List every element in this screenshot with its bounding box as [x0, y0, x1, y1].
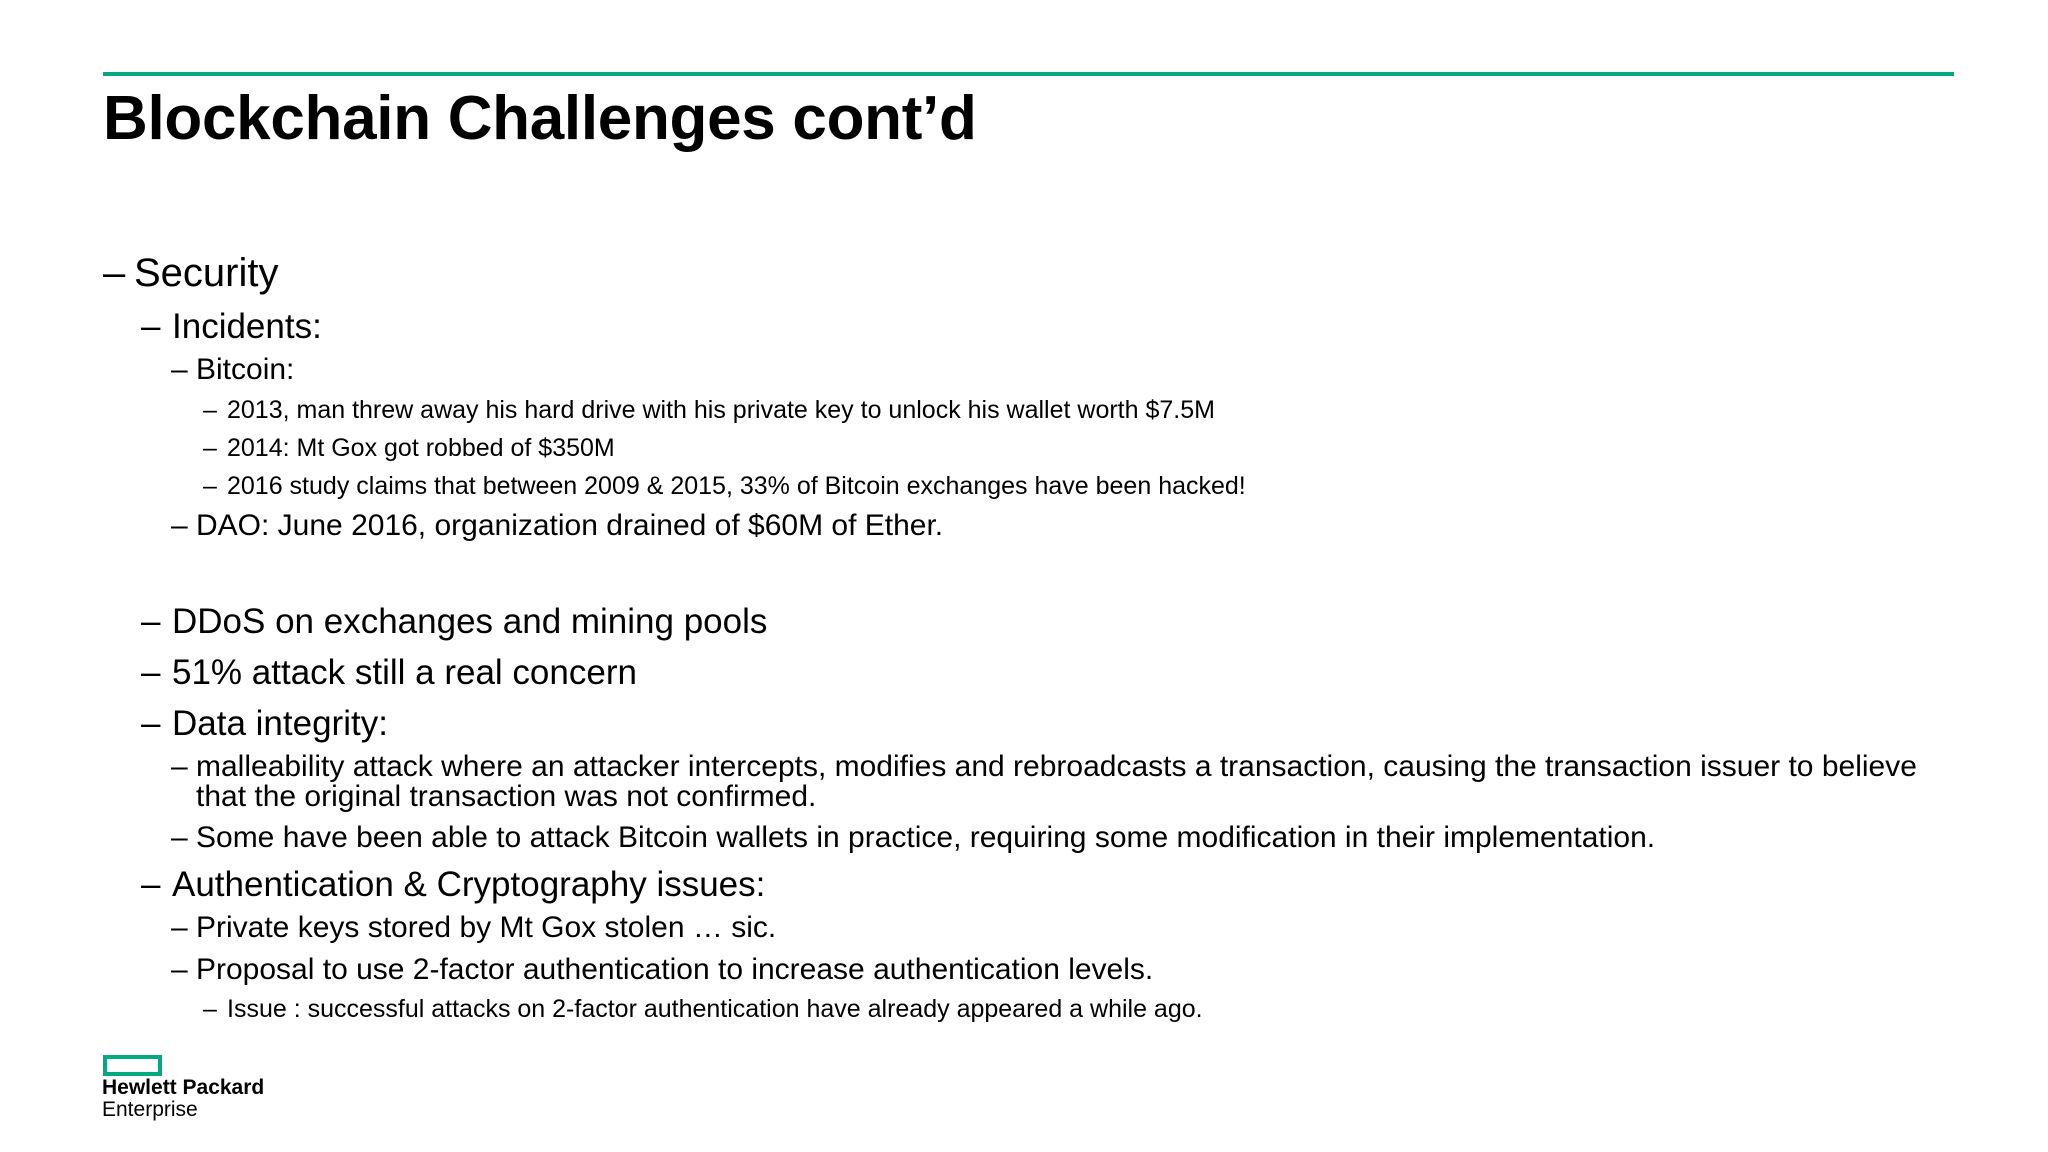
bullet-bitcoin-wallets — [171, 823, 1655, 853]
bullet-text: Security — [134, 251, 279, 295]
bullet-data-integrity — [141, 704, 388, 744]
bullet-text: Authentication & Cryptography issues: — [172, 865, 766, 904]
bullet-text: 2014: Mt Gox got robbed of $350M — [227, 434, 615, 462]
bullet-text: Private keys stored by Mt Gox stolen … sic. — [196, 911, 777, 944]
bullet-dash: – — [103, 251, 126, 295]
logo-line-1: Hewlett Packard — [102, 1076, 265, 1099]
bullet-dash: – — [203, 995, 217, 1023]
bullet-text: Some have been able to attack Bitcoin wallets in practice, requiring some modification in their implementation. — [196, 821, 1656, 854]
bullet-text: DAO: June 2016, organization drained of $60M of Ether. — [196, 509, 944, 542]
hpe-logo-text — [102, 1077, 264, 1121]
bullet-authentication — [141, 865, 765, 905]
logo-line-2: Enterprise — [102, 1098, 198, 1121]
bullet-bitcoin — [171, 355, 294, 385]
bullet-dash: – — [171, 911, 188, 944]
bullet-text: Incidents: — [172, 307, 322, 346]
bullet-dao — [171, 511, 943, 541]
bullet-text: Issue : successful attacks on 2-factor authentication have already appeared a while ago. — [227, 995, 1203, 1023]
bullet-dash: – — [141, 307, 161, 346]
bullet-dash: – — [141, 653, 161, 692]
bullet-dash: – — [171, 953, 188, 986]
bullet-dash: – — [141, 865, 161, 904]
bullet-dash: – — [171, 353, 188, 386]
bullet-2fa-proposal — [171, 955, 1153, 985]
bullet-2fa-issue — [203, 994, 1203, 1024]
slide-title: Blockchain Challenges cont’d — [103, 84, 977, 153]
bullet-dash: – — [171, 509, 188, 542]
bullet-text: 2016 study claims that between 2009 & 2015, 33% of Bitcoin exchanges have been hacked! — [227, 472, 1246, 500]
bullet-51-attack — [141, 653, 637, 693]
bullet-dash: – — [203, 434, 217, 462]
bullet-dash: – — [141, 602, 161, 641]
bullet-malleability — [171, 752, 1931, 812]
bullet-text: Bitcoin: — [196, 353, 295, 386]
bullet-text: 2013, man threw away his hard drive with his private key to unlock his wallet worth $7.5M — [227, 396, 1215, 424]
bullet-private-keys — [171, 913, 776, 943]
bullet-dash: – — [141, 704, 161, 743]
bullet-dash: – — [171, 750, 188, 783]
bullet-text: malleability attack where an attacker intercepts, modifies and rebroadcasts a transaction, causing the transaction issuer to believe that the original transaction was not confirmed. — [196, 750, 1917, 813]
bullet-2013 — [203, 395, 1215, 425]
bullet-dash: – — [203, 472, 217, 500]
bullet-dash: – — [171, 821, 188, 854]
hpe-logo-icon — [103, 1055, 162, 1076]
title-rule — [103, 72, 1954, 76]
bullet-incidents — [141, 307, 322, 347]
bullet-text: Proposal to use 2-factor authentication to increase authentication levels. — [196, 953, 1154, 986]
bullet-2014 — [203, 433, 615, 463]
bullet-text: Data integrity: — [172, 704, 388, 743]
bullet-security — [103, 250, 279, 296]
bullet-ddos — [141, 602, 767, 642]
bullet-dash: – — [203, 396, 217, 424]
bullet-text: 51% attack still a real concern — [172, 653, 637, 692]
bullet-2016-study — [203, 471, 1246, 501]
bullet-text: DDoS on exchanges and mining pools — [172, 602, 768, 641]
